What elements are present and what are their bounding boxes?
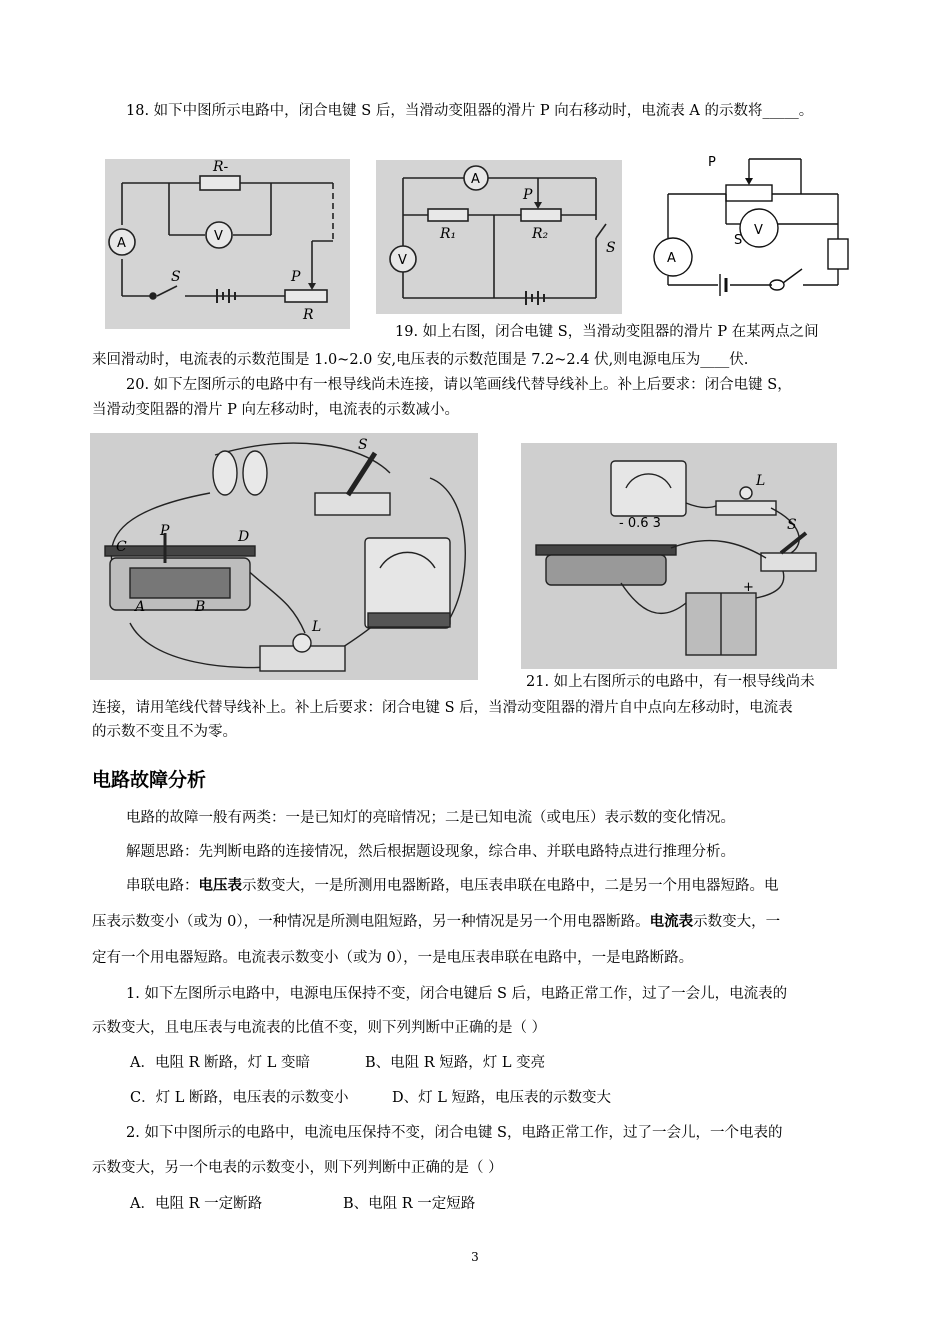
label-r-top: R- — [213, 159, 229, 175]
fault-question-1-option-d: D、灯 L 短路，电压表的示数变大 — [392, 1090, 611, 1106]
section-paragraph-3-line-2 — [92, 912, 780, 932]
question-19-line-1: 19. 如上右图，闭合电键 S，当滑动变阻器的滑片 P 在某两点之间 — [395, 324, 819, 340]
slider-label: P — [523, 187, 533, 203]
fault-question-1-line-1: 1. 如下左图所示电路中，电源电压保持不变，闭合电键后 S 后，电路正常工作，过了一会儿，电流表的 — [126, 986, 788, 1002]
apparatus-figure-right — [521, 443, 837, 669]
fault-question-1-option-a: A．电阻 R 断路，灯 L 变暗 — [130, 1055, 310, 1071]
fault-question-2-option-b: B、电阻 R 一定短路 — [343, 1196, 476, 1212]
lamp-label: L — [312, 619, 322, 635]
fault-question-2-line-1: 2. 如下中图所示的电路中，电流电压保持不变，闭合电键 S，电路正常工作，过了一会儿，一个电表的 — [126, 1125, 783, 1141]
fault-question-2-option-a: A．电阻 R 一定断路 — [130, 1196, 263, 1212]
switch-label: S — [787, 517, 797, 533]
circuit-figure-left — [105, 159, 350, 329]
ammeter-label: A — [471, 172, 480, 187]
switch-label: S — [606, 240, 616, 256]
section-title: 电路故障分析 — [92, 769, 207, 791]
slider-label: P — [291, 269, 301, 285]
slider-label: P — [708, 155, 716, 170]
page-number: 3 — [471, 1250, 479, 1264]
voltmeter-label: V — [214, 229, 223, 244]
r1-label: R₁ — [440, 226, 457, 242]
ammeter-label: A — [117, 236, 126, 251]
question-21-line-3: 的示数不变且不为零。 — [92, 724, 237, 740]
circuit-figure-middle — [376, 160, 622, 314]
fault-question-1-option-b: B、电阻 R 短路，灯 L 变亮 — [365, 1055, 546, 1071]
question-20-line-1: 20. 如下左图所示的电路中有一根导线尚未连接，请以笔画线代替导线补上。补上后要求：闭合电键 S， — [126, 377, 792, 393]
circuit-figure-right — [646, 152, 868, 312]
circuit-diagram-2 — [376, 160, 622, 314]
slider-label: P — [160, 523, 170, 539]
paragraph-3-line-2-rest: 示数变大，一 — [693, 914, 781, 930]
voltmeter-label: V — [754, 223, 763, 238]
ammeter-label: A — [667, 251, 676, 266]
terminal-c-label: C — [116, 539, 127, 555]
lamp-label: L — [756, 473, 766, 489]
circuit-diagram-1 — [105, 159, 350, 329]
circuit-diagram-3 — [646, 152, 868, 312]
battery-plus-label: + — [743, 580, 754, 595]
meter-scale-label: - 0.6 3 — [619, 516, 661, 531]
question-18-text: 18. 如下中图所示电路中，闭合电键 S 后，当滑动变阻器的滑片 P 向右移动时，电流表 A 的示数将_____。 — [126, 103, 814, 119]
fault-question-1-option-c: C．灯 L 断路，电压表的示数变小 — [130, 1090, 349, 1106]
terminal-d-label: D — [238, 529, 250, 545]
apparatus-figure-left — [90, 433, 478, 680]
apparatus-diagram-2 — [521, 443, 837, 669]
terminal-a-label: A — [135, 599, 146, 615]
ammeter-term: 电流表 — [649, 913, 694, 930]
paragraph-3-line-1-rest: 示数变大，一是所测用电器断路，电压表串联在电路中，二是另一个用电器短路。电 — [242, 878, 779, 894]
switch-label: S — [358, 437, 368, 453]
question-21-line-1: 21. 如上右图所示的电路中，有一根导线尚未 — [526, 674, 815, 690]
question-20-line-2: 当滑动变阻器的滑片 P 向左移动时，电流表的示数减小。 — [92, 402, 459, 418]
voltmeter-label: V — [398, 253, 407, 268]
switch-label: S — [171, 269, 181, 285]
rheostat-label: R — [303, 307, 314, 323]
fault-question-2-line-2: 示数变大，另一个电表的示数变小，则下列判断中正确的是（ ） — [92, 1160, 503, 1176]
voltmeter-term: 电压表 — [198, 877, 242, 894]
question-21-line-2: 连接，请用笔线代替导线补上。补上后要求：闭合电键 S 后，当滑动变阻器的滑片自中点向左移动时，电流表 — [92, 700, 793, 716]
paragraph-3-line-2-start: 压表示数变小（或为 0），一种情况是所测电阻短路，另一种情况是另一个用电器断路。 — [92, 914, 650, 930]
r2-label: R₂ — [532, 226, 549, 242]
section-paragraph-2: 解题思路：先判断电路的连接情况，然后根据题设现象，综合串、并联电路特点进行推理分析。 — [126, 844, 735, 860]
terminal-b-label: B — [195, 599, 206, 615]
fault-question-1-line-2: 示数变大，且电压表与电流表的比值不变，则下列判断中正确的是（ ） — [92, 1020, 547, 1036]
apparatus-diagram-1 — [90, 433, 478, 680]
series-circuit-label: 串联电路： — [126, 878, 199, 894]
section-paragraph-3-line-1 — [126, 876, 779, 896]
question-19-line-2: 来回滑动时，电流表的示数范围是 1.0~2.0 安,电压表的示数范围是 7.2~2.4 伏,则电源电压为____伏. — [92, 352, 749, 368]
section-paragraph-1: 电路的故障一般有两类：一是已知灯的亮暗情况；二是已知电流（或电压）表示数的变化情况。 — [126, 810, 735, 826]
switch-label: S — [734, 233, 743, 248]
section-paragraph-3-line-3: 定有一个用电器短路。电流表示数变小（或为 0），一是电压表串联在电路中，一是电路断路。 — [92, 950, 694, 966]
